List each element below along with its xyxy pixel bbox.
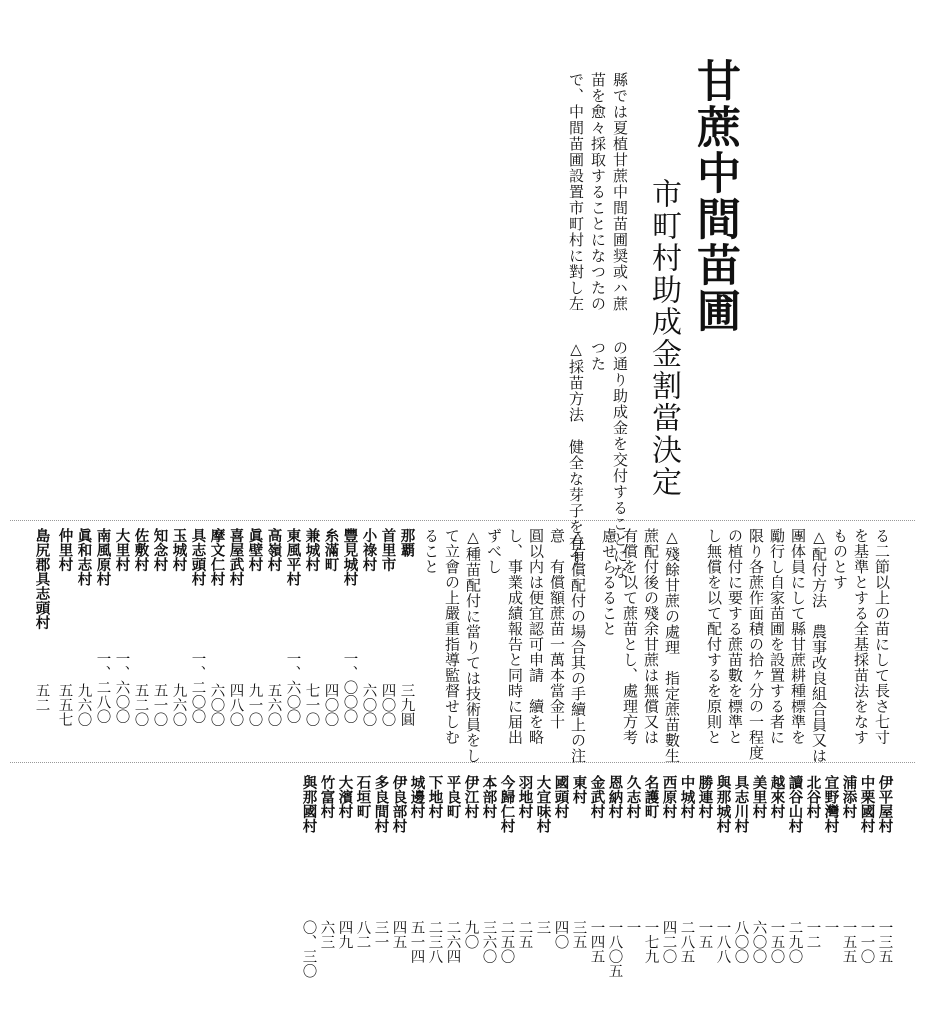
body-line: ものとす [831, 528, 849, 590]
body-line: 圓以内は便宜認可申請 續を略 [527, 528, 545, 745]
article-subtitle: 市町村助成金割當決定 [646, 178, 681, 498]
intro-line: 縣では夏植甘蔗中間苗圃奨或ハ蔗 [611, 72, 629, 312]
subsidy-amount: 四〇〇 [322, 683, 339, 727]
subsidy-amount: 七一〇 [303, 683, 320, 727]
subsidy-amount: 一五 [696, 920, 713, 949]
subsidy-amount: 五一四 [408, 920, 425, 964]
municipality-name: 恩納村 [606, 775, 624, 819]
municipality-name: 羽地村 [516, 775, 534, 819]
subsidy-amount: 一五五 [840, 920, 857, 964]
subsidy-amount: 五二〇 [132, 683, 149, 727]
municipality-name: 中栗國村 [858, 775, 876, 833]
subsidy-amount: 五一〇 [151, 683, 168, 727]
body-line: △配付方法 農事改良組合員又は [810, 528, 828, 764]
subsidy-amount: 三一 [372, 920, 389, 949]
municipality-name: 高嶺村 [265, 528, 283, 572]
municipality-name: 具志川村 [732, 775, 750, 833]
subsidy-amount: 九六〇 [170, 683, 187, 727]
subsidy-amount: 五二 [33, 683, 50, 712]
municipality-name: 中城村 [678, 775, 696, 819]
municipality-name: 知念村 [151, 528, 169, 572]
subsidy-amount: 九一〇 [246, 683, 263, 727]
municipality-name: 兼城村 [303, 528, 321, 572]
municipality-name: 宜野灣村 [822, 775, 840, 833]
municipality-name: 北谷村 [804, 775, 822, 819]
municipality-name: 佐敷村 [132, 528, 150, 572]
subsidy-amount: 一二 [804, 920, 821, 949]
municipality-name: 首里市 [379, 528, 397, 572]
body-line: 限り各蔗作面積の拾ヶ分の一程度 [747, 528, 765, 761]
body-line: △有償配付の場合其の手續上の注 [569, 528, 587, 764]
municipality-name: 喜屋武村 [227, 528, 245, 586]
body-line: し、事業成績報告と同時に届出 [506, 528, 524, 745]
municipality-name: 眞壁村 [246, 528, 264, 572]
municipality-name: 西原村 [660, 775, 678, 819]
subsidy-amount: 一 [624, 920, 641, 935]
subsidy-amount: 三九圓 [398, 683, 415, 727]
subsidy-amount: 二九〇 [786, 920, 803, 964]
municipality-name: 大宜味村 [534, 775, 552, 833]
body-line: て立會の上嚴重指導監督せしむ [443, 528, 461, 745]
body-line: 有償を以て蔗苗とし、處理方考 [621, 528, 639, 745]
subsidy-amount: 一一〇 [858, 920, 875, 964]
municipality-name: 仲里村 [56, 528, 74, 572]
municipality-name: 小祿村 [360, 528, 378, 572]
subsidy-amount: 一五〇 [768, 920, 785, 964]
subsidy-amount: 四〇〇 [379, 683, 396, 727]
municipality-name: 石垣町 [354, 775, 372, 819]
body-line: △種苗配付に當りては技術員をし [464, 528, 482, 764]
municipality-name: 玉城村 [170, 528, 188, 572]
body-line: 慮せらるること [600, 528, 618, 637]
subsidy-amount: 三六〇 [480, 920, 497, 964]
municipality-name: 下地村 [426, 775, 444, 819]
subsidy-amount: 四〇 [552, 920, 569, 949]
intro-line: で、中間苗圃設置市町村に對し左 [567, 72, 585, 312]
subsidy-amount: 六三 [318, 920, 335, 949]
municipality-name: 伊江村 [462, 775, 480, 819]
intro-line: の通り助成金を交付することにな [611, 340, 629, 580]
body-line: 勵行し自家苗圃を設置する者に [768, 528, 786, 745]
intro-line: つた [589, 340, 607, 372]
municipality-name: 讀谷山村 [786, 775, 804, 833]
section-divider [10, 762, 915, 763]
municipality-name: 本部村 [480, 775, 498, 819]
subsidy-amount: 二三八 [426, 920, 443, 964]
subsidy-amount: 四九 [336, 920, 353, 949]
body-line: ずべし [485, 528, 503, 575]
municipality-name: 竹富村 [318, 775, 336, 819]
municipality-name: 大濱村 [336, 775, 354, 819]
article-title: 甘蔗中間苗圃 [689, 58, 740, 334]
section-divider [10, 520, 915, 521]
municipality-name: 與那國村 [300, 775, 318, 833]
subsidy-amount: 三 [534, 920, 551, 935]
municipality-name: 那覇 [398, 528, 416, 557]
subsidy-amount: 六〇〇 [750, 920, 767, 964]
subsidy-amount: 三五 [570, 920, 587, 949]
municipality-name: 具志頭村 [189, 528, 207, 586]
subsidy-amount: 一八〇五 [606, 920, 623, 978]
municipality-name: 豐見城村 [341, 528, 359, 586]
subsidy-amount: 一、二〇〇 [189, 651, 206, 724]
municipality-name: 平良町 [444, 775, 462, 819]
body-line: △殘餘甘蔗の處理 指定蔗苗數生 [663, 528, 681, 764]
subsidy-amount: 一、六〇〇 [113, 651, 130, 724]
body-line: 團体員にして縣甘蔗耕種標準を [789, 528, 807, 745]
municipality-name: 國頭村 [552, 775, 570, 819]
municipality-name: 今歸仁村 [498, 775, 516, 833]
municipality-name: 東風平村 [284, 528, 302, 586]
subsidy-amount: 一 [822, 920, 839, 935]
municipality-name: 眞和志村 [75, 528, 93, 586]
municipality-name: 美里村 [750, 775, 768, 819]
subsidy-amount: 一、二八〇 [94, 651, 111, 724]
municipality-name: 越來村 [768, 775, 786, 819]
subsidy-amount: 一四五 [588, 920, 605, 964]
subsidy-amount: 一、六〇〇 [284, 651, 301, 724]
subsidy-amount: 九〇 [462, 920, 479, 949]
municipality-name: 名護町 [642, 775, 660, 819]
subsidy-amount: 一七九 [642, 920, 659, 964]
subsidy-amount: 一、〇〇〇 [341, 651, 358, 724]
subsidy-amount: 〇、三〇 [300, 920, 317, 978]
municipality-name: 久志村 [624, 775, 642, 819]
municipality-name: 伊平屋村 [876, 775, 894, 833]
subsidy-amount: 四二〇 [660, 920, 677, 964]
municipality-name: 金武村 [588, 775, 606, 819]
body-line: を基準とする全基採苗法をなす [852, 528, 870, 745]
municipality-name: 南風原村 [94, 528, 112, 586]
body-line: る二節以上の苗にして長さ七寸 [873, 528, 891, 745]
intro-line: 苗を愈々採取することになつたの [589, 72, 607, 312]
municipality-name: 摩文仁村 [208, 528, 226, 586]
subsidy-amount: 六〇〇 [360, 683, 377, 727]
municipality-name: 浦添村 [840, 775, 858, 819]
subsidy-amount: 一八八 [714, 920, 731, 964]
subsidy-amount: 一三五 [876, 920, 893, 964]
municipality-name: 伊良部村 [390, 775, 408, 833]
subsidy-amount: 二五 [516, 920, 533, 949]
subsidy-amount: 六〇〇 [208, 683, 225, 727]
subsidy-amount: 九六〇 [75, 683, 92, 727]
subsidy-amount: 二五〇 [498, 920, 515, 964]
body-line: し無償を以て配付するを原則と [705, 528, 723, 745]
municipality-name: 島尻郡具志頭村 [33, 528, 51, 630]
municipality-name: 糸滿町 [322, 528, 340, 572]
subsidy-amount: 四五 [390, 920, 407, 949]
body-line: ること [422, 528, 440, 575]
subsidy-amount: 四八〇 [227, 683, 244, 727]
municipality-name: 多良間村 [372, 775, 390, 833]
body-line: の植付に要する蔗苗數を標準と [726, 528, 744, 745]
subsidy-amount: 二八五 [678, 920, 695, 964]
intro-line: △採苗方法 健全な芽子を有す [567, 340, 585, 567]
body-line: 蔗配付後の殘余甘蔗は無償又は [642, 528, 660, 745]
municipality-name: 大里村 [113, 528, 131, 572]
subsidy-amount: 八〇〇 [732, 920, 749, 964]
subsidy-amount: 八二 [354, 920, 371, 949]
subsidy-amount: 五五七 [56, 683, 73, 727]
municipality-name: 城邊村 [408, 775, 426, 819]
subsidy-amount: 五六〇 [265, 683, 282, 727]
municipality-name: 東村 [570, 775, 588, 804]
municipality-name: 勝連村 [696, 775, 714, 819]
municipality-name: 與那城村 [714, 775, 732, 833]
subsidy-amount: 二六四 [444, 920, 461, 964]
body-line: 意 有償額蔗苗一萬本當金十 [548, 528, 566, 730]
